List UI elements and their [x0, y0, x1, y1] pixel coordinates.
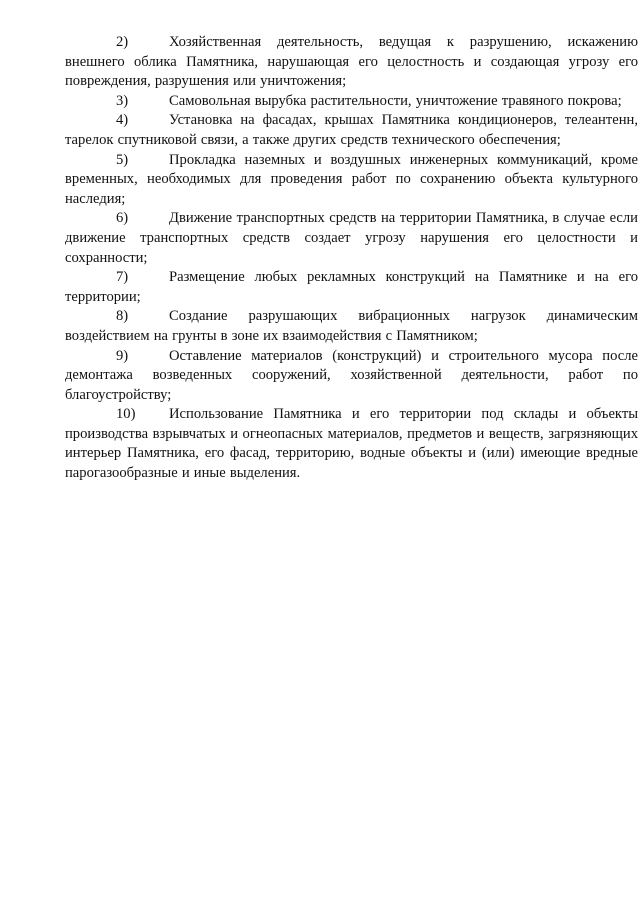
item-text: Движение транспортных средств на территории Памятника, в случае если движение транспортных средств создает угрозу нарушения его целостности и сохранности; — [65, 210, 638, 266]
item-number: 10) — [116, 406, 136, 423]
list-item — [65, 268, 638, 307]
item-text: Оставление материалов (конструкций) и строительного мусора после демонтажа возведенных сооружений, хозяйственной деятельности, работ по благоустройству; — [65, 347, 638, 403]
list-item — [65, 111, 638, 150]
item-number: 2) — [116, 34, 129, 50]
document-body — [65, 33, 638, 484]
item-text: Размещение любых рекламных конструкций на Памятнике и на его территории; — [65, 269, 638, 305]
item-text: Использование Памятника и его территории под склады и объекты производства взрывчатых и огнеопасных материалов, предметов и веществ, загрязняющих интерьер Памятника, его фасад, территорию, водные объекты и (или) имеющие вредные парогазообразные и иные выделения. — [65, 406, 638, 482]
item-text: Самовольная вырубка растительности, уничтожение травяного покрова; — [169, 92, 622, 109]
item-text: Хозяйственная деятельность, ведущая к разрушению, искажению внешнего облика Памятника, нарушающая его целостность и создающая угрозу его повреждения, разрушения или уничтожения; — [65, 34, 638, 90]
item-text: Создание разрушающих вибрационных нагрузок динамическим воздействием на грунты в зоне их взаимодействия с Памятником; — [65, 308, 638, 344]
item-text: Прокладка наземных и воздушных инженерных коммуникаций, кроме временных, необходимых для проведения работ по сохранению объекта культурного наследия; — [65, 151, 638, 207]
item-number: 3) — [116, 92, 129, 109]
list-item — [65, 405, 638, 483]
list-item — [65, 307, 638, 346]
list-item — [65, 151, 638, 210]
list-item — [65, 209, 638, 268]
list-item — [65, 347, 638, 406]
item-number: 8) — [116, 308, 129, 325]
list-item — [65, 92, 638, 112]
item-number: 7) — [116, 269, 129, 286]
item-number: 6) — [116, 210, 129, 227]
list-item — [65, 33, 638, 92]
item-text: Установка на фасадах, крышах Памятника кондиционеров, телеантенн, тарелок спутниковой связи, а также других средств технического обеспечения; — [65, 112, 638, 148]
item-number: 9) — [116, 347, 129, 364]
item-number: 4) — [116, 112, 129, 129]
item-number: 5) — [116, 151, 129, 168]
